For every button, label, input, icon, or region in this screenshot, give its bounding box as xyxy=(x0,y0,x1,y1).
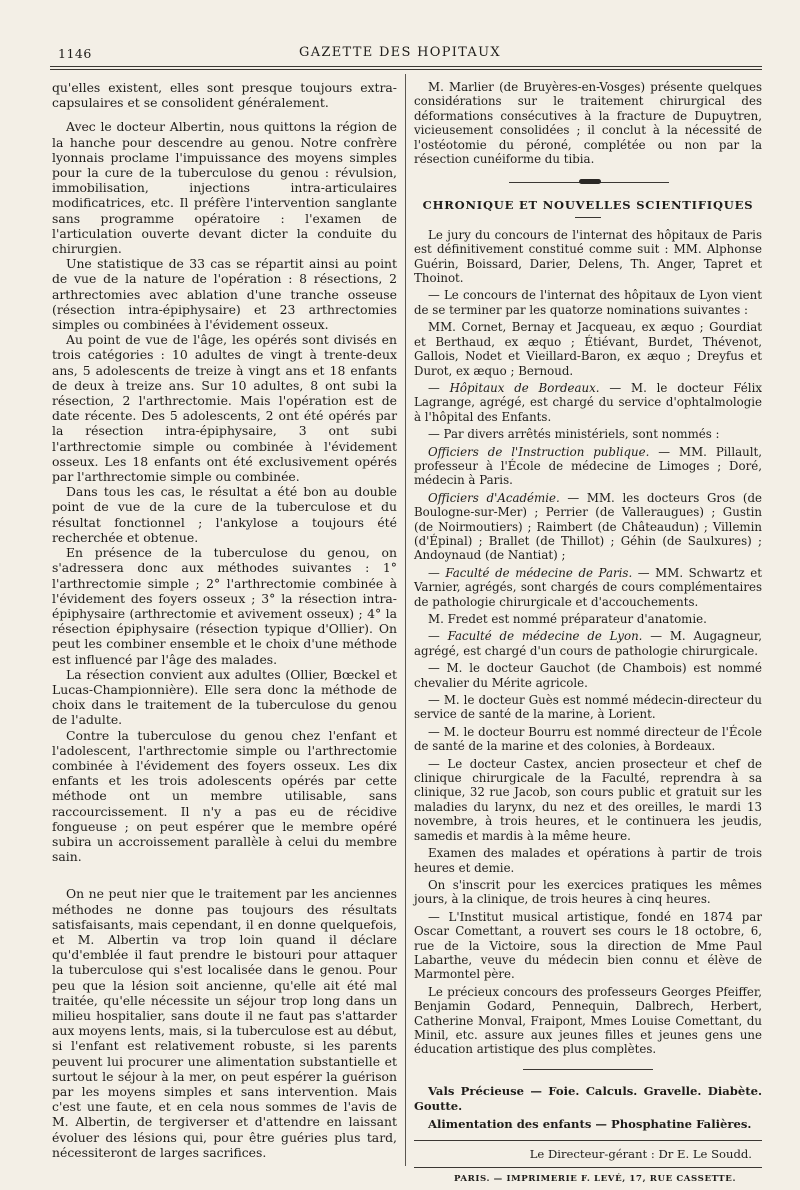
news-list xyxy=(414,228,762,1057)
news-item-text: — M. le docteur Guès est nommé médecin-directeur du service de santé de la marine, à Lorient. xyxy=(414,693,762,722)
column-divider xyxy=(405,74,406,1166)
news-item xyxy=(414,661,762,690)
news-item xyxy=(414,320,762,378)
ads-divider xyxy=(523,1069,653,1070)
page-number: 1146 xyxy=(58,46,92,61)
news-item xyxy=(414,985,762,1057)
paragraph: En présence de la tuberculose du genou, on s'adressera donc aux méthodes suivantes : 1° l'arthrectomie simple ; 2° l'arthrectomie combinée à l'évidement des foyers osseux ; 3° la résection intra-épiphysaire (arthrectomie et avivement osseux) ; 4° la résection épiphysaire (résection typique d'Ollier). On peut les combiner ensemble et le choix d'une méthode est influencé par l'âge des malades. xyxy=(52,545,397,667)
news-item xyxy=(414,445,762,488)
news-item-text: — L'Institut musical artistique, fondé en 1874 par Oscar Comettant, a rouvert ses cours le 18 octobre, 6, rue de la Victoire, sous la direction de Mme Paul Labarthe, veuve du médecin bien connu et élève de Marmontel père. xyxy=(414,909,762,982)
news-item xyxy=(414,228,762,286)
ornament-divider xyxy=(414,180,762,186)
news-item-text: — M. le docteur Bourru est nommé directeur de l'École de santé de la marine et des colonies, à Bordeaux. xyxy=(414,724,762,754)
paragraph: La résection convient aux adultes (Ollier, Bœckel et Lucas-Championnière). Elle sera donc la méthode de choix dans le traitement de la tuberculose du genou de l'adulte. xyxy=(52,666,397,728)
paragraph: Contre la tuberculose du genou chez l'enfant et l'adolescent, l'arthrectomie simple ou l'arthrectomie combinée à l'évidement des foyers osseux. Les dix enfants et les trois adolescents opérés par cette méthode ont un membre utilisable, sans raccourcissement. Il n'y a pas eu de récidive fongueuse ; on peut espérer que le membre opéré subira un accroissement parallèle à celui du membre sain. xyxy=(52,727,397,865)
news-item xyxy=(414,288,762,317)
news-item-text: MM. Cornet, Bernay et Jacqueau, ex æquo ; Gourdiat et Berthaud, ex æquo ; Étiévant, Burdet, Thévenot, Gallois, Nodet et Vieillard-Baron, ex æquo ; Dreyfus et Durot, ex æquo ; Bernoud. xyxy=(414,320,762,378)
running-title: GAZETTE DES HOPITAUX xyxy=(299,45,501,60)
news-item-text: On s'inscrit pour les exercices pratiques les mêmes jours, à la clinique, de trois heures à cinq heures. xyxy=(414,877,762,907)
news-item-text: — MM. Schwartz et Varnier, agrégés, sont chargés de cours complémentaires de pathologie chirurgicale et d'accouchements. xyxy=(414,565,762,609)
news-item xyxy=(414,491,762,563)
imprint-rule xyxy=(414,1167,762,1168)
news-item xyxy=(414,381,762,424)
news-item-text: Examen des malades et opérations à partir de trois heures et demie. xyxy=(414,846,762,875)
news-item xyxy=(414,878,762,907)
news-item-lead: Officiers de l'Instruction publique. xyxy=(428,444,650,459)
news-item-text: Le précieux concours des professeurs Georges Pfeiffer, Benjamin Godard, Pennequin, Dalbrech, Herbert, Catherine Monval, Fraipont, Mmes Louise Comettant, du Minil, etc. assure aux jeunes filles et jeunes gens une éducation artistique des plus complètes. xyxy=(414,984,762,1057)
news-item-lead: Officiers d'Académie. xyxy=(428,490,560,505)
news-item-lead: — Faculté de médecine de Paris. xyxy=(428,565,633,580)
paragraph: qu'elles existent, elles sont presque toujours extra-capsulaires et se consolident généralement. xyxy=(52,80,397,111)
news-item-text: — Le concours de l'internat des hôpitaux de Lyon vient de se terminer par les quatorze nominations suivantes : xyxy=(414,288,762,317)
paragraph: Une statistique de 33 cas se répartit ainsi au point de vue de la nature de l'opération : 8 résections, 2 arthrectomies avec ablation d'une tranche osseuse (résection intra-épiphysaire) et 23 arthrectomies simples ou combinées à l'évidement osseux. xyxy=(52,256,397,333)
advertisement: Alimentation des enfants — Phosphatine Falières. xyxy=(428,1116,752,1131)
section-rule xyxy=(575,217,601,218)
news-item xyxy=(414,846,762,875)
news-item xyxy=(414,725,762,754)
news-item xyxy=(414,910,762,982)
news-item xyxy=(414,566,762,609)
news-item-text: — MM. les docteurs Gros (de Boulogne-sur-Mer) ; Perrier (de Valleraugues) ; Gustin (de Noirmoutiers) ; Raimbert (de Châteaudun) ; Villemin (d'Épinal) ; Brallet (de Thillot) ; Géhin (de Saulxures) ; Andoynaud (de Nantiat) ; xyxy=(414,490,762,563)
news-item-text: — M. Augagneur, agrégé, est chargé d'un cours de pathologie chirurgicale. xyxy=(414,629,762,658)
news-item-lead: — Hôpitaux de Bordeaux. xyxy=(428,380,600,395)
right-column xyxy=(414,80,762,1190)
section-title: CHRONIQUE ET NOUVELLES SCIENTIFIQUES xyxy=(422,198,754,213)
news-item-lead: — Faculté de médecine de Lyon. xyxy=(428,629,643,644)
news-item-text: M. Fredet est nommé préparateur d'anatomie. xyxy=(428,612,707,626)
news-item-text: Le jury du concours de l'internat des hôpitaux de Paris est définitivement constitué comme suit : MM. Alphonse Guérin, Boissard, Darier, Delens, Th. Anger, Tapret et Thoinot. xyxy=(414,227,762,286)
advertisement: Vals Précieuse — Foie. Calculs. Gravelle. Diabète. Goutte. xyxy=(414,1083,762,1113)
imprint-line: PARIS. — IMPRIMERIE F. LEVÉ, 17, RUE CASSETTE. xyxy=(453,1174,737,1185)
news-item xyxy=(414,629,762,658)
paragraph: On ne peut nier que le traitement par les anciennes méthodes ne donne pas toujours des résultats satisfaisants, mais cependant, il en donne quelquefois, et M. Albertin va trop loin quand il déclare qu'd'emblée il faut prendre le bistouri pour attaquer la tuberculose qui s'est localisée dans le genou. Pour peu que la lésion soit ancienne, qu'elle ait été mal traitée, qu'elle nécessite un séjour trop long dans un milieu hospitalier, sans doute il ne faut pas s'attarder aux moyens lents, mais, si la tuberculose est au début, si l'enfant est relativement robuste, si les parents peuvent lui procurer une alimentation substantielle et surtout le séjour à la mer, on peut espérer la guérison par les moyens simples et sans intervention. Mais c'est une faute, et en cela nous sommes de l'avis de M. Albertin, de tergiverser et d'attendre en laissant évoluer des lésions qui, pour être guéries plus tard, nécessiteront de larges sacrifices. xyxy=(52,886,397,1160)
director-line: Le Directeur-gérant : Dr E. Le Soudd. xyxy=(529,1146,752,1161)
gerant-rule xyxy=(414,1140,762,1141)
intro-paragraph: M. Marlier (de Bruyères-en-Vosges) présente quelques considérations sur le traitement chirurgical des déformations consécutives à la fracture de Dupuytren, vicieusement consolidées ; il conclut à la nécessité de l'ostéotomie du péroné, complétée ou non par la résection cunéiforme du tibia. xyxy=(414,80,762,167)
header-rule xyxy=(50,66,762,70)
news-item xyxy=(414,612,762,626)
news-item-text: — M. le docteur Félix Lagrange, agrégé, est chargé du service d'ophtalmologie à l'hôpital des Enfants. xyxy=(414,380,762,424)
news-item xyxy=(414,757,762,843)
paragraph: Avec le docteur Albertin, nous quittons la région de la hanche pour descendre au genou. Notre confrère lyonnais proclame l'impuissance des moyens simples pour la cure de la tuberculose du genou : révulsion, immobilisation, injections intra-articulaires modificatrices, etc. Il préfère l'intervention sanglante sans programme opératoire : l'examen de l'articulation ouverte devant dicter la conduite du chirurgien. xyxy=(52,119,397,257)
news-item-text: — MM. Pillault, professeur à l'École de médecine de Limoges ; Doré, médecin à Paris. xyxy=(414,444,762,488)
left-column xyxy=(52,80,397,1160)
news-item xyxy=(414,693,762,722)
news-item-text: — Le docteur Castex, ancien prosecteur et chef de clinique chirurgicale de la Faculté, reprendra à sa clinique, 32 rue Jacob, son cours public et gratuit sur les maladies du larynx, du nez et des oreilles, le mardi 13 novembre, à trois heures, et le continuera les jeudis, samedis et mardis à la même heure. xyxy=(414,756,762,843)
paragraph: Au point de vue de l'âge, les opérés sont divisés en trois catégories : 10 adultes de vingt à trente-deux ans, 5 adolescents de treize à vingt ans et 18 enfants de deux à treize ans. Sur 10 adultes, 8 ont subi la résection, 2 l'arthrectomie. Mais l'opération est de date récente. Des 5 adolescents, 2 ont été opérés par la résection intra-épiphysaire, 3 ont subi l'arthrectomie simple ou combinée à l'évidement osseux. Les 18 enfants ont été exclusivement opérés par l'arthrectomie simple ou combinée. xyxy=(52,332,397,485)
news-item-text: — M. le docteur Gauchot (de Chambois) est nommé chevalier du Mérite agricole. xyxy=(414,661,762,690)
paragraph: Dans tous les cas, le résultat a été bon au double point de vue de la cure de la tuberculose et du résultat fonctionnel ; l'ankylose a toujours été recherchée et obtenue. xyxy=(52,484,397,545)
news-item xyxy=(414,427,762,441)
news-item-text: — Par divers arrêtés ministériels, sont nommés : xyxy=(428,427,720,442)
